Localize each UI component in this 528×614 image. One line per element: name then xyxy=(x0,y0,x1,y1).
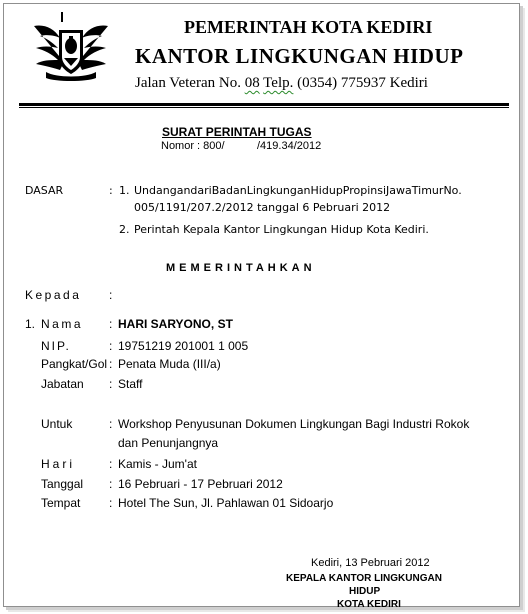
dasar-item-2-number: 2. xyxy=(119,223,130,236)
untuk-label: Untuk xyxy=(41,417,73,431)
dasar-word: Hidup xyxy=(310,184,343,197)
tanggal-colon: : xyxy=(109,477,113,491)
letterhead-address xyxy=(135,75,428,92)
nip-value: 19751219 201001 1 005 xyxy=(118,339,249,353)
pangkat-value: Penata Muda (III/a) xyxy=(118,357,221,371)
tempat-value: Hotel The Sun, Jl. Pahlawan 01 Sidoarjo xyxy=(118,496,334,510)
dasar-word: Undangan xyxy=(134,184,191,197)
dasar-item-2-text: Perintah Kepala Kantor Lingkungan Hidup Kota Kediri. xyxy=(134,223,429,236)
hari-value: Kamis - Jum'at xyxy=(118,457,197,471)
dasar-word: Badan xyxy=(211,184,247,197)
letterhead-office-name: KANTOR LINGKUNGAN HIDUP xyxy=(135,44,464,68)
hari-colon: : xyxy=(109,457,113,471)
tempat-colon: : xyxy=(109,496,113,510)
dasar-item-1-line1 xyxy=(134,184,460,197)
document-page xyxy=(3,3,520,610)
dasar-item-1-number: 1. xyxy=(119,184,130,197)
address-telp-label: Telp. xyxy=(263,75,294,91)
person-number: 1. xyxy=(25,317,36,331)
dasar-word: Propinsi xyxy=(342,184,387,197)
document-number-prefix: Nomor : 800/ xyxy=(161,140,225,152)
dasar-label: DASAR xyxy=(25,184,64,197)
kepada-label: Kepada xyxy=(25,288,82,302)
dasar-word: dari xyxy=(190,184,212,197)
nama-colon: : xyxy=(109,317,113,331)
nama-value: HARI SARYONO, ST xyxy=(118,317,233,331)
address-suffix: (0354) 775937 Kediri xyxy=(293,75,428,91)
letterhead-thin-rule xyxy=(19,107,509,108)
memerintahkan-heading: MEMERINTAHKAN xyxy=(166,262,316,274)
untuk-colon: : xyxy=(109,417,113,431)
nama-label: Nama xyxy=(41,317,84,331)
signature-title-line1: KEPALA KANTOR LINGKUNGAN xyxy=(286,573,442,584)
document-title: SURAT PERINTAH TUGAS xyxy=(162,125,312,139)
dasar-colon: : xyxy=(109,184,113,197)
dasar-word: Timur xyxy=(411,184,444,197)
jabatan-value: Staff xyxy=(118,377,143,391)
untuk-value-line2: dan Penunjangnya xyxy=(118,436,219,450)
letterhead-government-name: PEMERINTAH KOTA KEDIRI xyxy=(184,17,433,37)
tempat-label: Tempat xyxy=(41,496,81,510)
kepada-colon: : xyxy=(109,288,113,302)
nip-colon: : xyxy=(109,339,113,353)
pangkat-label: Pangkat/Gol xyxy=(41,357,108,371)
kota-kediri-emblem-icon xyxy=(26,12,116,84)
jabatan-colon: : xyxy=(109,377,113,391)
document-number-suffix: /419.34/2012 xyxy=(257,140,322,152)
tanggal-label: Tanggal xyxy=(41,477,84,491)
letterhead-thick-rule xyxy=(19,103,509,106)
signature-title-line3: KOTA KEDIRI xyxy=(337,599,401,610)
signature-place-date: Kediri, 13 Pebruari 2012 xyxy=(311,557,430,569)
address-prefix: Jalan Veteran No. xyxy=(135,75,245,91)
nip-label: NIP. xyxy=(41,339,71,353)
address-number: 08 xyxy=(244,75,260,91)
pangkat-colon: : xyxy=(109,357,113,371)
dasar-word: Jawa xyxy=(386,184,412,197)
jabatan-label: Jabatan xyxy=(41,377,84,391)
hari-label: Hari xyxy=(41,457,76,471)
untuk-value-line1: Workshop Penyusunan Dokumen Lingkungan Bagi Industri Rokok xyxy=(118,417,470,431)
dasar-word: Lingkungan xyxy=(246,184,311,197)
signature-title-line2: HIDUP xyxy=(349,586,381,597)
dasar-word: No. xyxy=(443,184,462,197)
dasar-item-1-line2: 005/1191/207.2/2012 tanggal 6 Pebruari 2012 xyxy=(134,201,391,214)
tanggal-value: 16 Pebruari - 17 Pebruari 2012 xyxy=(118,477,283,491)
